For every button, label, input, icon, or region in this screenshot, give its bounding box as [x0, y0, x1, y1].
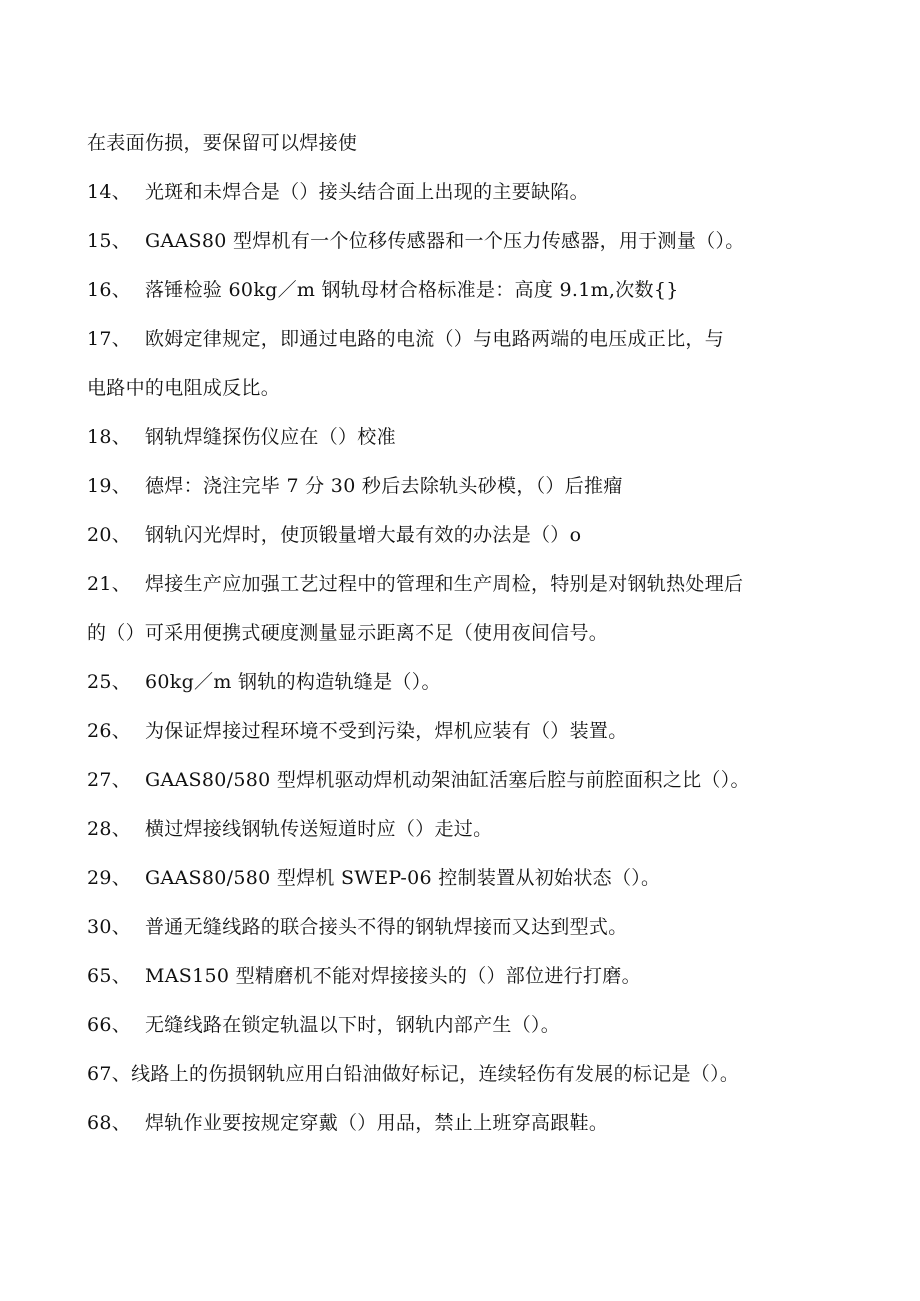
question-text: 无缝线路在锁定轨温以下时，钢轨内部产生（）。 — [145, 1014, 561, 1036]
question-number: 25、 — [87, 671, 132, 693]
line-text: 电路中的电阻成反比。 — [87, 377, 281, 399]
question-number: 66、 — [87, 1014, 132, 1036]
question-number: 30、 — [87, 916, 132, 938]
question-line — [87, 523, 887, 547]
question-line — [87, 180, 887, 204]
question-number: 15、 — [87, 230, 132, 252]
question-number: 26、 — [87, 720, 132, 742]
question-text: 横过焊接线钢轨传送短道时应（）走过。 — [145, 818, 493, 840]
question-text: 光斑和未焊合是（）接头结合面上出现的主要缺陷。 — [145, 181, 589, 203]
question-line — [87, 915, 887, 939]
question-line — [87, 768, 887, 792]
question-line — [87, 866, 887, 890]
line-text: 的（）可采用便携式硬度测量显示距离不足（使用夜间信号。 — [87, 622, 609, 644]
question-text: GAAS80/580 型焊机驱动焊机动架油缸活塞后腔与前腔面积之比（）。 — [145, 769, 750, 791]
question-number: 20、 — [87, 524, 132, 546]
question-line — [87, 1111, 887, 1135]
question-number: 65、 — [87, 965, 132, 987]
question-text: GAAS80/580 型焊机 SWEP-06 控制装置从初始状态（）。 — [145, 867, 661, 889]
question-line — [87, 1062, 887, 1086]
question-text: 普通无缝线路的联合接头不得的钢轨焊接而又达到型式。 — [145, 916, 628, 938]
question-text: MAS150 型精磨机不能对焊接接头的（）部位进行打磨。 — [145, 965, 641, 987]
question-line — [87, 670, 887, 694]
question-text: 钢轨闪光焊时，使顶锻量增大最有效的办法是（）o — [145, 524, 582, 546]
question-line — [87, 1013, 887, 1037]
question-line — [87, 425, 887, 449]
question-line — [87, 229, 887, 253]
question-line — [87, 719, 887, 743]
question-text: 焊轨作业要按规定穿戴（）用品，禁止上班穿高跟鞋。 — [145, 1112, 609, 1134]
question-number: 14、 — [87, 181, 132, 203]
question-text: 为保证焊接过程环境不受到污染，焊机应装有（）装置。 — [145, 720, 628, 742]
question-number: 19、 — [87, 475, 132, 497]
question-text: 落锤检验 60kg／m 钢轨母材合格标准是：高度 9.1m,次数{} — [145, 279, 679, 301]
question-line — [87, 964, 887, 988]
question-line — [87, 327, 887, 351]
question-number: 27、 — [87, 769, 132, 791]
question-text: 德焊：浇注完毕 7 分 30 秒后去除轨头砂模，（）后推瘤 — [145, 475, 623, 497]
question-number: 67、 — [87, 1063, 132, 1085]
question-number: 68、 — [87, 1112, 132, 1134]
question-text: 60kg／m 钢轨的构造轨缝是（）。 — [145, 671, 441, 693]
question-number: 28、 — [87, 818, 132, 840]
line-text: 在表面伤损，要保留可以焊接使 — [87, 132, 358, 154]
question-line — [87, 572, 887, 596]
question-line — [87, 817, 887, 841]
question-text: 钢轨焊缝探伤仪应在（）校准 — [145, 426, 396, 448]
question-text: 焊接生产应加强工艺过程中的管理和生产周检，特别是对钢轨热处理后 — [145, 573, 744, 595]
text-line — [87, 621, 887, 645]
question-line — [87, 278, 887, 302]
question-number: 21、 — [87, 573, 132, 595]
question-number: 17、 — [87, 328, 132, 350]
text-line — [87, 131, 887, 155]
question-number: 29、 — [87, 867, 132, 889]
question-text: 线路上的伤损钢轨应用白铅油做好标记，连续轻伤有发展的标记是（）。 — [131, 1063, 740, 1085]
question-line — [87, 474, 887, 498]
text-line — [87, 376, 887, 400]
question-number: 16、 — [87, 279, 132, 301]
question-text: GAAS80 型焊机有一个位移传感器和一个压力传感器，用于测量（）。 — [145, 230, 745, 252]
question-text: 欧姆定律规定，即通过电路的电流（）与电路两端的电压成正比，与 — [145, 328, 725, 350]
question-number: 18、 — [87, 426, 132, 448]
